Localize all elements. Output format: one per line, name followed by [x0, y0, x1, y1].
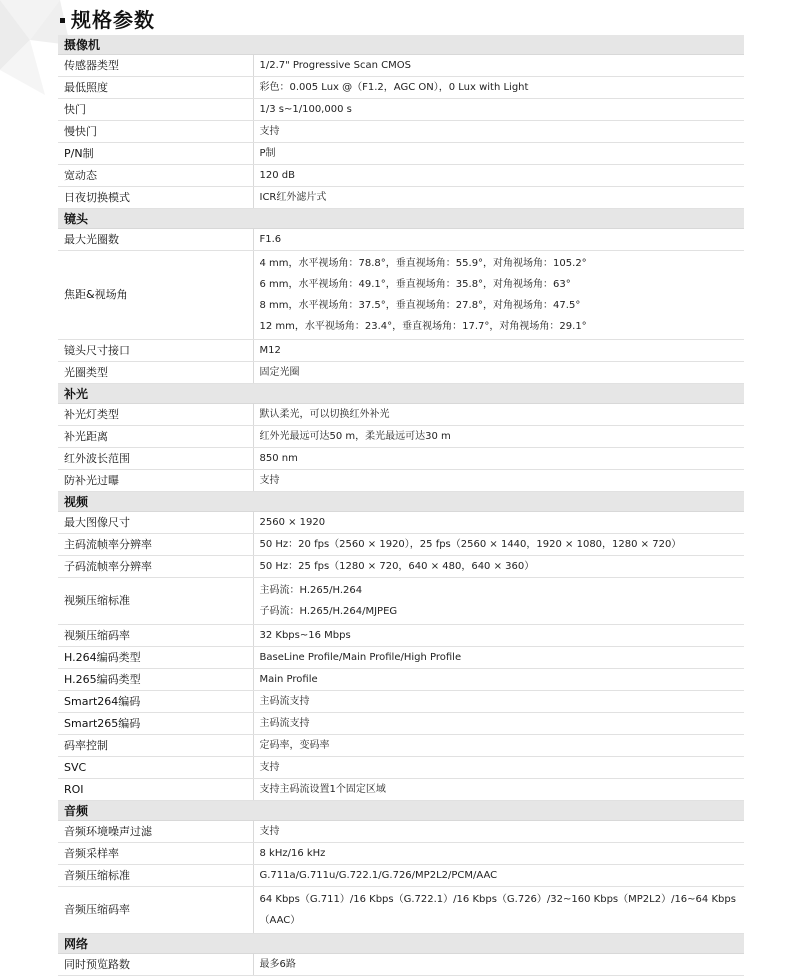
spec-value-line: 主码流：H.265/H.264 [259, 585, 363, 596]
spec-value: 支持 [253, 821, 744, 843]
spec-value: 850 nm [253, 448, 744, 470]
spec-row [58, 77, 744, 99]
spec-value: 主码流支持 [253, 691, 744, 713]
spec-row [58, 448, 744, 470]
spec-row [58, 534, 744, 556]
spec-row [58, 187, 744, 209]
section-header-row [58, 209, 744, 229]
section-title: 补光 [58, 384, 744, 404]
spec-row [58, 821, 744, 843]
spec-value: BaseLine Profile/Main Profile/High Profile [253, 647, 744, 669]
spec-label: 音频采样率 [58, 843, 253, 865]
spec-value-line: 6 mm，水平视场角：49.1°，垂直视场角：35.8°，对角视场角：63° [259, 279, 571, 290]
spec-row [58, 470, 744, 492]
spec-value: 支持 [253, 121, 744, 143]
spec-value-line: 子码流：H.265/H.264/MJPEG [259, 606, 398, 617]
spec-value [253, 578, 744, 625]
spec-row [58, 843, 744, 865]
page-title: 规格参数 [71, 7, 155, 32]
section-title: 视频 [58, 492, 744, 512]
section-header-row [58, 492, 744, 512]
section-header-row [58, 934, 744, 954]
spec-value: G.711a/G.711u/G.722.1/G.726/MP2L2/PCM/AAC [253, 865, 744, 887]
spec-row [58, 578, 744, 625]
section-header-row [58, 384, 744, 404]
spec-label: 音频环境噪声过滤 [58, 821, 253, 843]
spec-row [58, 426, 744, 448]
spec-value: P制 [253, 143, 744, 165]
spec-label: 日夜切换模式 [58, 187, 253, 209]
spec-label: Smart265编码 [58, 713, 253, 735]
spec-row [58, 713, 744, 735]
spec-row [58, 229, 744, 251]
spec-row [58, 757, 744, 779]
spec-label: 主码流帧率分辨率 [58, 534, 253, 556]
spec-value: 支持主码流设置1个固定区域 [253, 779, 744, 801]
spec-label: 快门 [58, 99, 253, 121]
spec-row [58, 691, 744, 713]
spec-label: 子码流帧率分辨率 [58, 556, 253, 578]
spec-value: 1/2.7" Progressive Scan CMOS [253, 55, 744, 77]
spec-value: M12 [253, 340, 744, 362]
spec-label: 光圈类型 [58, 362, 253, 384]
spec-row [58, 556, 744, 578]
spec-label: 防补光过曝 [58, 470, 253, 492]
spec-value [253, 251, 744, 340]
spec-value: 2560 × 1920 [253, 512, 744, 534]
spec-row [58, 121, 744, 143]
spec-row [58, 625, 744, 647]
spec-value: F1.6 [253, 229, 744, 251]
section-title: 镜头 [58, 209, 744, 229]
spec-label: 慢快门 [58, 121, 253, 143]
spec-label: 码率控制 [58, 735, 253, 757]
spec-row [58, 55, 744, 77]
spec-label: 宽动态 [58, 165, 253, 187]
spec-value: 8 kHz/16 kHz [253, 843, 744, 865]
spec-row [58, 735, 744, 757]
spec-label: 焦距&视场角 [58, 251, 253, 340]
spec-value: 默认柔光，可以切换红外补光 [253, 404, 744, 426]
spec-row [58, 251, 744, 340]
spec-label: SVC [58, 757, 253, 779]
section-header-row [58, 801, 744, 821]
spec-value-line: 4 mm，水平视场角：78.8°，垂直视场角：55.9°，对角视场角：105.2° [259, 258, 587, 269]
spec-label: 补光距离 [58, 426, 253, 448]
spec-value: ICR红外滤片式 [253, 187, 744, 209]
spec-label: ROI [58, 779, 253, 801]
spec-label: 视频压缩码率 [58, 625, 253, 647]
spec-value: 固定光圈 [253, 362, 744, 384]
spec-row [58, 887, 744, 934]
spec-value: 主码流支持 [253, 713, 744, 735]
spec-value-line: 8 mm，水平视场角：37.5°，垂直视场角：27.8°，对角视场角：47.5° [259, 300, 581, 311]
spec-label: 视频压缩标准 [58, 578, 253, 625]
spec-label: 音频压缩码率 [58, 887, 253, 934]
spec-label: 补光灯类型 [58, 404, 253, 426]
page-heading [60, 4, 155, 32]
spec-label: H.265编码类型 [58, 669, 253, 691]
spec-value: 50 Hz：25 fps（1280 × 720，640 × 480，640 × 360） [253, 556, 744, 578]
spec-label: 最大光圈数 [58, 229, 253, 251]
spec-value: 支持 [253, 470, 744, 492]
spec-value-line: 12 mm，水平视场角：23.4°，垂直视场角：17.7°，对角视场角：29.1° [259, 321, 587, 332]
spec-row [58, 669, 744, 691]
heading-bullet [60, 18, 65, 23]
spec-row [58, 340, 744, 362]
spec-value: 红外光最远可达50 m，柔光最远可达30 m [253, 426, 744, 448]
spec-label: 同时预览路数 [58, 954, 253, 976]
spec-label: Smart264编码 [58, 691, 253, 713]
spec-label: 音频压缩标准 [58, 865, 253, 887]
spec-value: 1/3 s~1/100,000 s [253, 99, 744, 121]
spec-label: 传感器类型 [58, 55, 253, 77]
spec-value: 64 Kbps（G.711）/16 Kbps（G.722.1）/16 Kbps（G.726）/32~160 Kbps（MP2L2）/16~64 Kbps（AAC） [253, 887, 744, 934]
spec-value: 50 Hz：20 fps（2560 × 1920），25 fps（2560 × 1440，1920 × 1080，1280 × 720） [253, 534, 744, 556]
spec-label: H.264编码类型 [58, 647, 253, 669]
spec-row [58, 779, 744, 801]
spec-value: 120 dB [253, 165, 744, 187]
spec-row [58, 362, 744, 384]
spec-row [58, 865, 744, 887]
spec-row [58, 512, 744, 534]
spec-row [58, 647, 744, 669]
spec-label: 镜头尺寸接口 [58, 340, 253, 362]
spec-value: 定码率，变码率 [253, 735, 744, 757]
spec-row [58, 99, 744, 121]
spec-value: 最多6路 [253, 954, 744, 976]
section-title: 摄像机 [58, 35, 744, 55]
section-title: 音频 [58, 801, 744, 821]
spec-row [58, 404, 744, 426]
spec-value: 彩色：0.005 Lux @（F1.2，AGC ON），0 Lux with Light [253, 77, 744, 99]
spec-value: Main Profile [253, 669, 744, 691]
spec-label: P/N制 [58, 143, 253, 165]
spec-table [58, 35, 744, 976]
spec-label: 红外波长范围 [58, 448, 253, 470]
spec-value: 支持 [253, 757, 744, 779]
spec-row [58, 165, 744, 187]
spec-value: 32 Kbps~16 Mbps [253, 625, 744, 647]
spec-label: 最低照度 [58, 77, 253, 99]
section-header-row [58, 35, 744, 55]
spec-row [58, 143, 744, 165]
section-title: 网络 [58, 934, 744, 954]
spec-label: 最大图像尺寸 [58, 512, 253, 534]
